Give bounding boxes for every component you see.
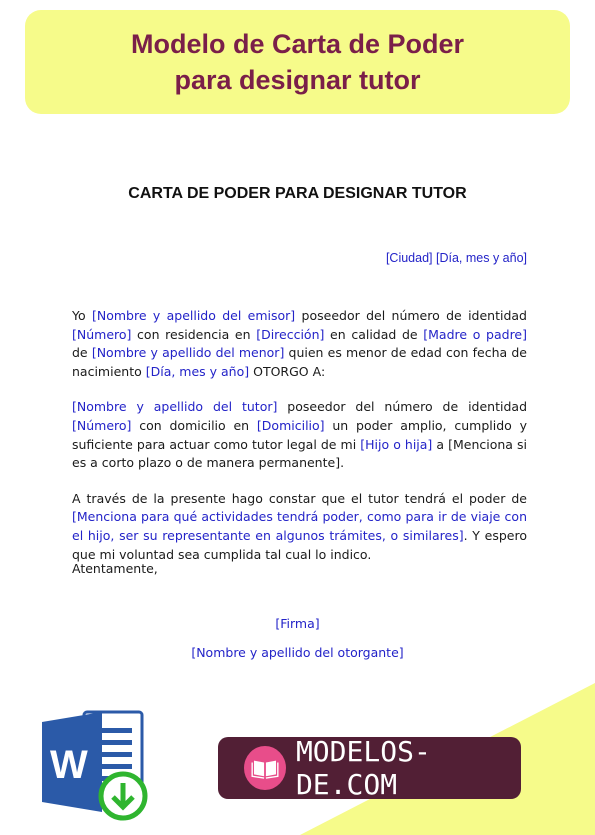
placeholder-fecha-nacimiento: [Día, mes y año] <box>145 363 250 379</box>
paragraph-2: [Nombre y apellido del tutor] poseedor del número de identidad [Número] con domicilio en [Domicilio] un poder amplio, cumplido y suficiente para actuar como tutor legal de mi [Hijo o hija] a [Menciona si es a corto plazo o de manera permanente]. <box>72 399 528 471</box>
signature-placeholder: [Firma] <box>275 616 320 631</box>
svg-text:W: W <box>50 743 88 787</box>
date-placeholder: [Ciudad] [Día, mes y año] <box>385 251 527 265</box>
placeholder-domicilio: [Domicilio] <box>256 417 325 433</box>
open-book-icon <box>244 746 286 790</box>
placeholder-direccion: [Dirección] <box>256 326 325 342</box>
closing-text: Atentamente, <box>72 561 158 576</box>
brand-banner[interactable] <box>218 737 521 799</box>
placeholder-hijo-hija: [Hijo o hija] <box>360 436 433 452</box>
header-title-line2: para designar tutor <box>174 65 421 95</box>
placeholder-tutor: [Nombre y apellido del tutor] <box>72 399 278 415</box>
header-banner <box>25 10 570 114</box>
signer-name-placeholder: [Nombre y apellido del otorgante] <box>191 645 404 660</box>
header-title-line1: Modelo de Carta de Poder <box>130 29 465 59</box>
placeholder-actividades: [Menciona para qué actividades tendrá poder, como para ir de viaje con el hijo, ser su representante en algunos trámites, o similares] <box>72 509 527 543</box>
paragraph-3: A través de la presente hago constar que el tutor tendrá el poder de [Menciona para qué actividades tendrá poder, como para ir de viaje con el hijo, ser su representante en algunos trámites, o similares]. Y espero que mi voluntad sea cumplida tal cual lo indico. <box>72 490 527 562</box>
brand-name: MODELOS-DE.COM <box>295 735 431 801</box>
document-title: CARTA DE PODER PARA DESIGNAR TUTOR <box>128 185 467 202</box>
word-download-icon[interactable] <box>40 708 150 823</box>
placeholder-emisor: [Nombre y apellido del emisor] <box>91 308 296 323</box>
placeholder-numero: [Número] <box>72 326 132 342</box>
paragraph-1: Yo [Nombre y apellido del emisor] poseedor del número de identidad [Número] con residencia en [Dirección] en calidad de [Madre o padre] de [Nombre y apellido del menor] quien es menor de edad con fecha de nacimiento [Día, mes y año] OTORGO A: <box>72 308 527 379</box>
placeholder-madre-padre: [Madre o padre] <box>423 326 527 342</box>
placeholder-menor: [Nombre y apellido del menor] <box>91 345 285 361</box>
letter-body <box>72 307 527 581</box>
placeholder-numero-tutor: [Número] <box>72 417 132 433</box>
